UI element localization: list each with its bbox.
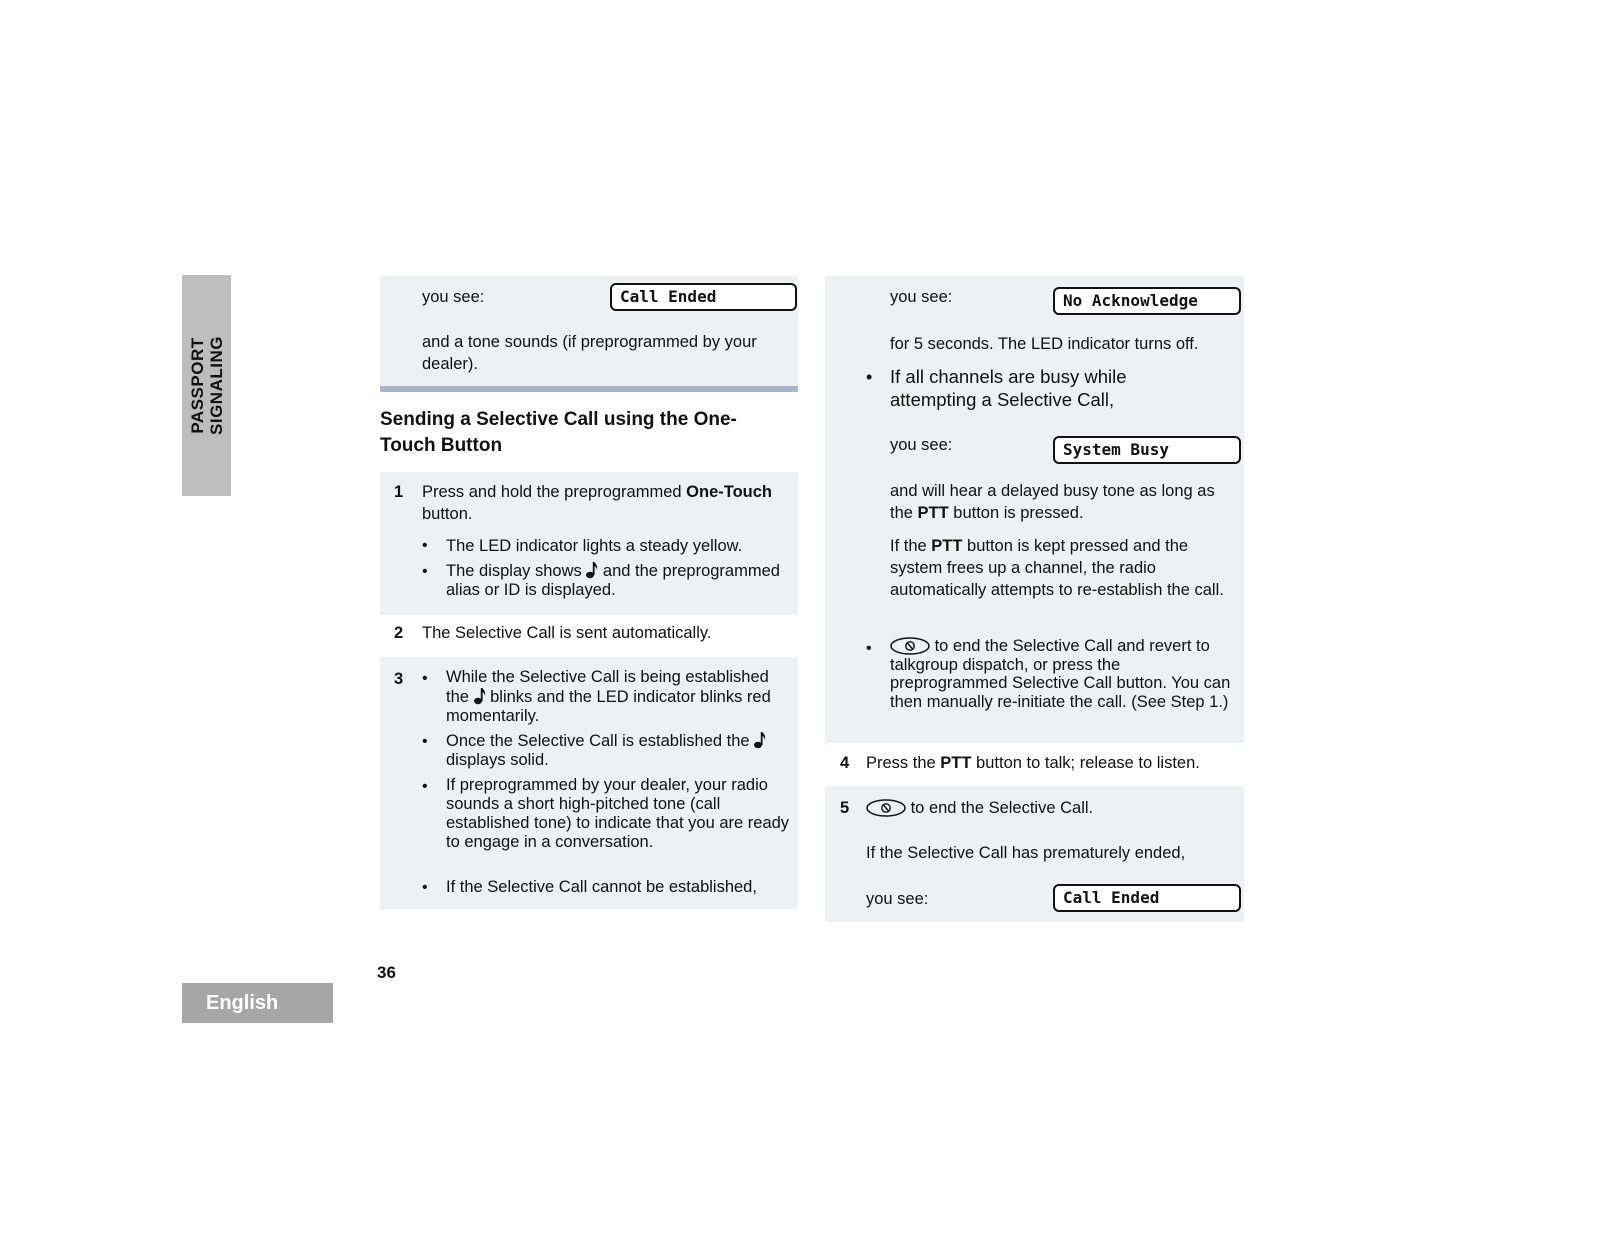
step1-bullet2-b: and the preprogrammed alias or ID is displayed.	[446, 562, 780, 599]
bullet-dot: •	[866, 367, 873, 387]
delayed-b: button is pressed.	[948, 504, 1084, 522]
step5-text	[866, 797, 1236, 819]
premature-text: If the Selective Call has prematurely ended,	[866, 844, 1186, 862]
step3-bullet1	[446, 668, 791, 726]
bullet-dot: •	[422, 879, 428, 896]
step2-text: The Selective Call is sent automatically.	[422, 624, 712, 642]
display-call-ended: Call Ended	[610, 283, 797, 311]
busy-bullet-text: If all channels are busy while attempting a Selective Call,	[890, 366, 1127, 410]
step1-bullet2-a: The display shows	[446, 562, 582, 580]
home-exit-button-icon	[866, 799, 906, 817]
call-icon	[754, 731, 766, 749]
side-tab-line1: PASSPORT	[187, 337, 207, 434]
home-exit-button-icon	[890, 637, 930, 655]
step1-bullet1: The LED indicator lights a steady yellow.	[446, 537, 743, 555]
step3-bullet4: If the Selective Call cannot be established,	[446, 878, 757, 896]
step1-text-a: Press and hold the preprogrammed	[422, 483, 687, 501]
bullet-dot: •	[422, 670, 428, 687]
bullet-dot: •	[422, 563, 428, 580]
step3-bullet2-a: Once the Selective Call is established the	[446, 732, 750, 750]
step3-bullet3: If preprogrammed by your dealer, your radio sounds a short high-pitched tone (call established tone) to indicate that you are ready to engage in a conversation.	[446, 776, 790, 851]
step4-b: button to talk; release to listen.	[971, 754, 1200, 772]
display-system-busy: System Busy	[1053, 436, 1241, 464]
ptt-bold: PTT	[940, 754, 972, 772]
step2-number: 2	[394, 624, 404, 642]
bullet-dot: •	[422, 733, 428, 750]
ptt-bold: PTT	[917, 504, 949, 522]
step1-text	[422, 481, 792, 525]
five-seconds-text: for 5 seconds. The LED indicator turns off.	[890, 335, 1199, 353]
end-bullet-text: to end the Selective Call and revert to talkgroup dispatch, or press the preprogrammed Selective Call button. You can then manually re-initiate the call. (See Step 1.)	[890, 637, 1231, 711]
display-call-ended: Call Ended	[1053, 884, 1241, 912]
section-side-tab	[182, 275, 231, 496]
kept-b: button is kept pressed and the system frees up a channel, the radio automatically attempts to re-establish the call.	[890, 537, 1224, 599]
call-icon	[586, 561, 598, 579]
kept-a: If the	[890, 537, 932, 555]
you-see-label: you see:	[890, 288, 953, 306]
ptt-bold: PTT	[931, 537, 963, 555]
side-tab-line2: SIGNALING	[206, 336, 226, 435]
step5-label: to end the Selective Call.	[910, 799, 1094, 817]
step5-number: 5	[840, 799, 850, 817]
delayed-a: and will hear a delayed busy tone as long as the	[890, 482, 1215, 522]
language-tab: English	[182, 983, 333, 1023]
step3-bullet1-b: blinks and the LED indicator blinks red momentarily.	[446, 688, 771, 725]
tone-text: and a tone sounds (if preprogrammed by your dealer).	[422, 333, 757, 373]
step1-number: 1	[394, 483, 404, 501]
you-see-label: you see:	[866, 890, 929, 908]
page-number: 36	[377, 963, 396, 982]
step1-text-c: button.	[422, 505, 473, 523]
end-call-bullet	[890, 637, 1238, 711]
step3-bullet2-b: displays solid.	[446, 751, 549, 769]
step4-text	[866, 752, 1241, 774]
one-touch-bold: One-Touch	[686, 483, 773, 501]
section-divider	[380, 386, 798, 392]
kept-pressed-text	[890, 535, 1235, 601]
section-heading: Sending a Selective Call using the One-Touch Button	[380, 409, 737, 456]
step1-bullet2	[446, 561, 796, 600]
bullet-dot: •	[866, 640, 872, 657]
delayed-tone-text	[890, 480, 1235, 524]
you-see-label: you see:	[890, 436, 953, 454]
display-no-acknowledge: No Acknowledge	[1053, 287, 1241, 315]
bullet-dot: •	[422, 778, 428, 795]
you-see-label: you see:	[422, 288, 485, 306]
bullet-dot: •	[422, 537, 428, 554]
step3-number: 3	[394, 670, 404, 688]
step4-number: 4	[840, 754, 850, 772]
call-icon	[474, 687, 486, 705]
step3-bullet2	[446, 731, 791, 770]
step3-bullet1-a: While the Selective Call is being established the	[446, 668, 769, 706]
step4-a: Press the	[866, 754, 941, 772]
